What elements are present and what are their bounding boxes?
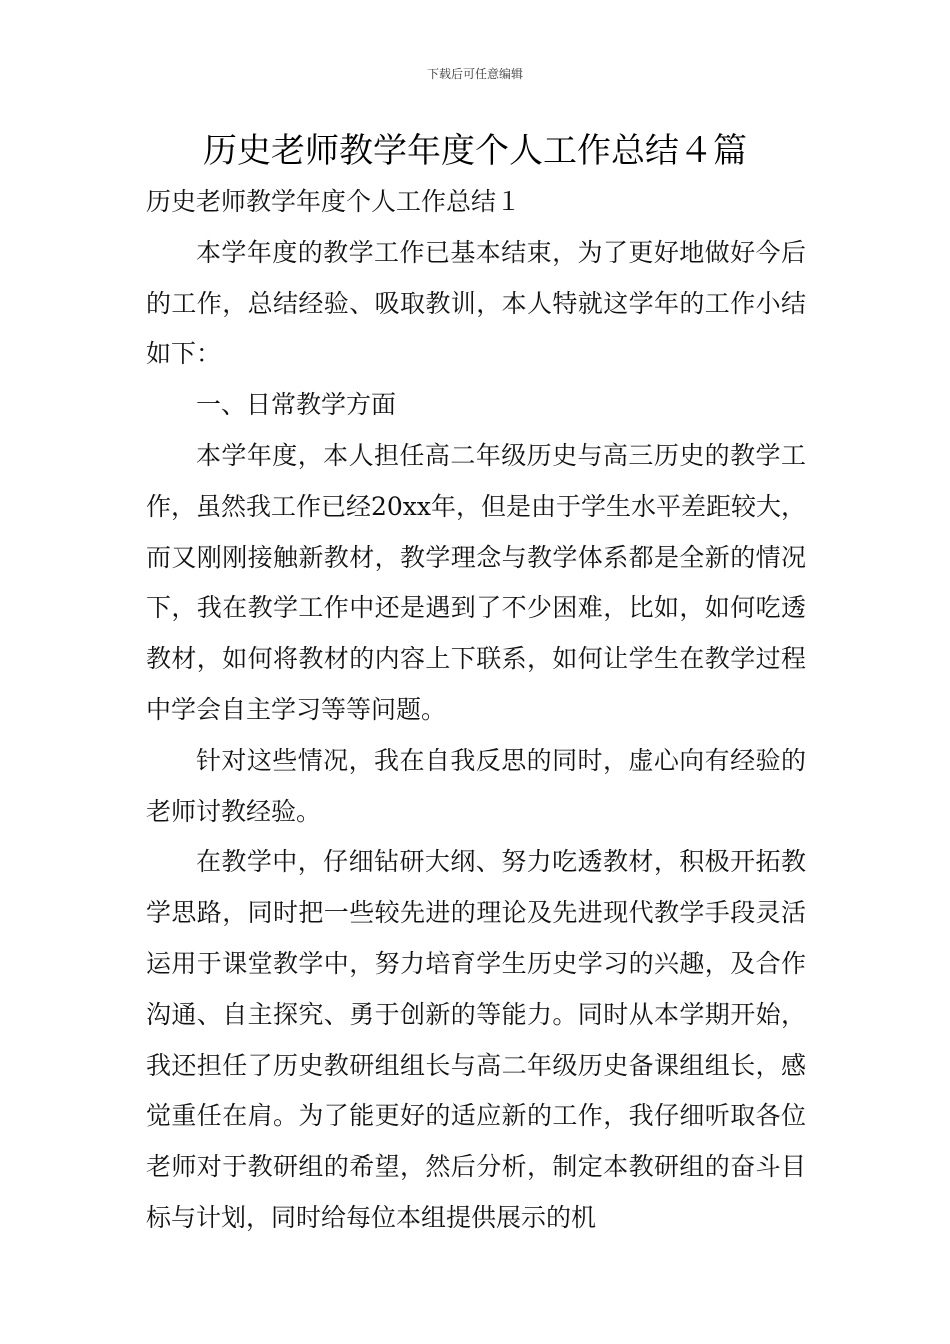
section-heading-daily-teaching: 一、日常教学方面 bbox=[196, 390, 397, 420]
paragraph-teaching-methods: 在教学中，仔细钻研大纲、努力吃透教材，积极开拓教学思路，同时把一些较先进的理论及先进现代教学手段灵活运用于课堂教学中，努力培育学生历史学习的兴趣，及合作沟通、自主探究、勇于创新的等能力。同时从本学期开始，我还担任了历史教研组组长与高二年级历史备课组组长，感觉重任在肩。为了能更好的适应新的工作，我仔细听取各位老师对于教研组的希望，然后分析，制定本教研组的奋斗目标与计划，同时给每位本组提供展示的机 bbox=[146, 847, 806, 1232]
paragraph-self-reflection: 针对这些情况，我在自我反思的同时，虚心向有经验的老师讨教经验。 bbox=[146, 745, 806, 826]
paragraph-teaching-duties: 本学年度，本人担任高二年级历史与高三历史的教学工作，虽然我工作已经20xx年，但是由于学生水平差距较大，而又刚刚接触新教材，教学理念与教学体系都是全新的情况下，我在教学工作中还是遇到了不少困难，比如，如何吃透教材，如何将教材的内容上下联系，如何让学生在教学过程中学会自主学习等等问题。 bbox=[146, 440, 807, 724]
document-body bbox=[146, 177, 806, 1244]
section-subtitle: 历史老师教学年度个人工作总结１ bbox=[146, 187, 522, 216]
header-note: 下载后可任意编辑 bbox=[426, 67, 523, 81]
document-title: 历史老师教学年度个人工作总结４篇 bbox=[203, 131, 747, 171]
paragraph-intro: 本学年度的教学工作已基本结束，为了更好地做好今后的工作，总结经验、吸取教训，本人特就这学年的工作小结如下： bbox=[146, 237, 806, 369]
